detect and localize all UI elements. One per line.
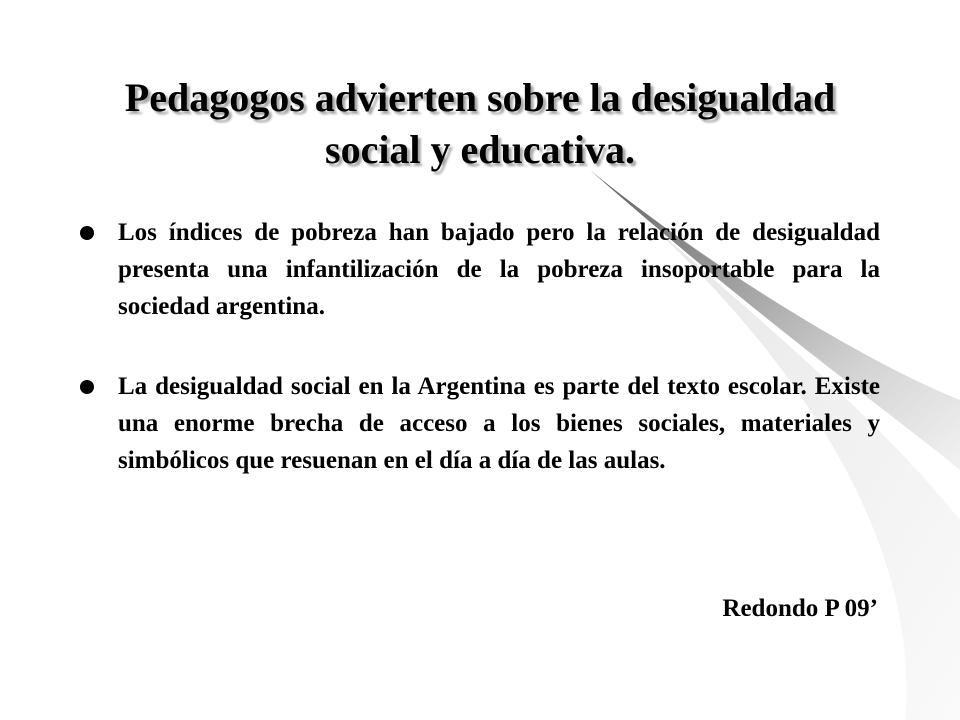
bullet-icon	[80, 226, 94, 240]
bullet-item	[80, 368, 880, 479]
citation: Redondo P 09’	[722, 595, 878, 622]
bullet-text: Los índices de pobreza han bajado pero la relación de desigualdad presenta una infantilización de la pobreza insoportable para la sociedad argentina.	[118, 219, 880, 320]
bullet-text: La desigualdad social en la Argentina es parte del texto escolar. Existe una enorme brecha de acceso a los bienes sociales, materiales y simbólicos que resuenan en el día a día de las aulas.	[118, 373, 880, 474]
bullet-icon	[80, 380, 94, 394]
bullet-item	[80, 214, 880, 325]
bullet-list	[80, 214, 880, 522]
slide-title: Pedagogos advierten sobre la desigualdad social y educativa.	[124, 75, 836, 172]
